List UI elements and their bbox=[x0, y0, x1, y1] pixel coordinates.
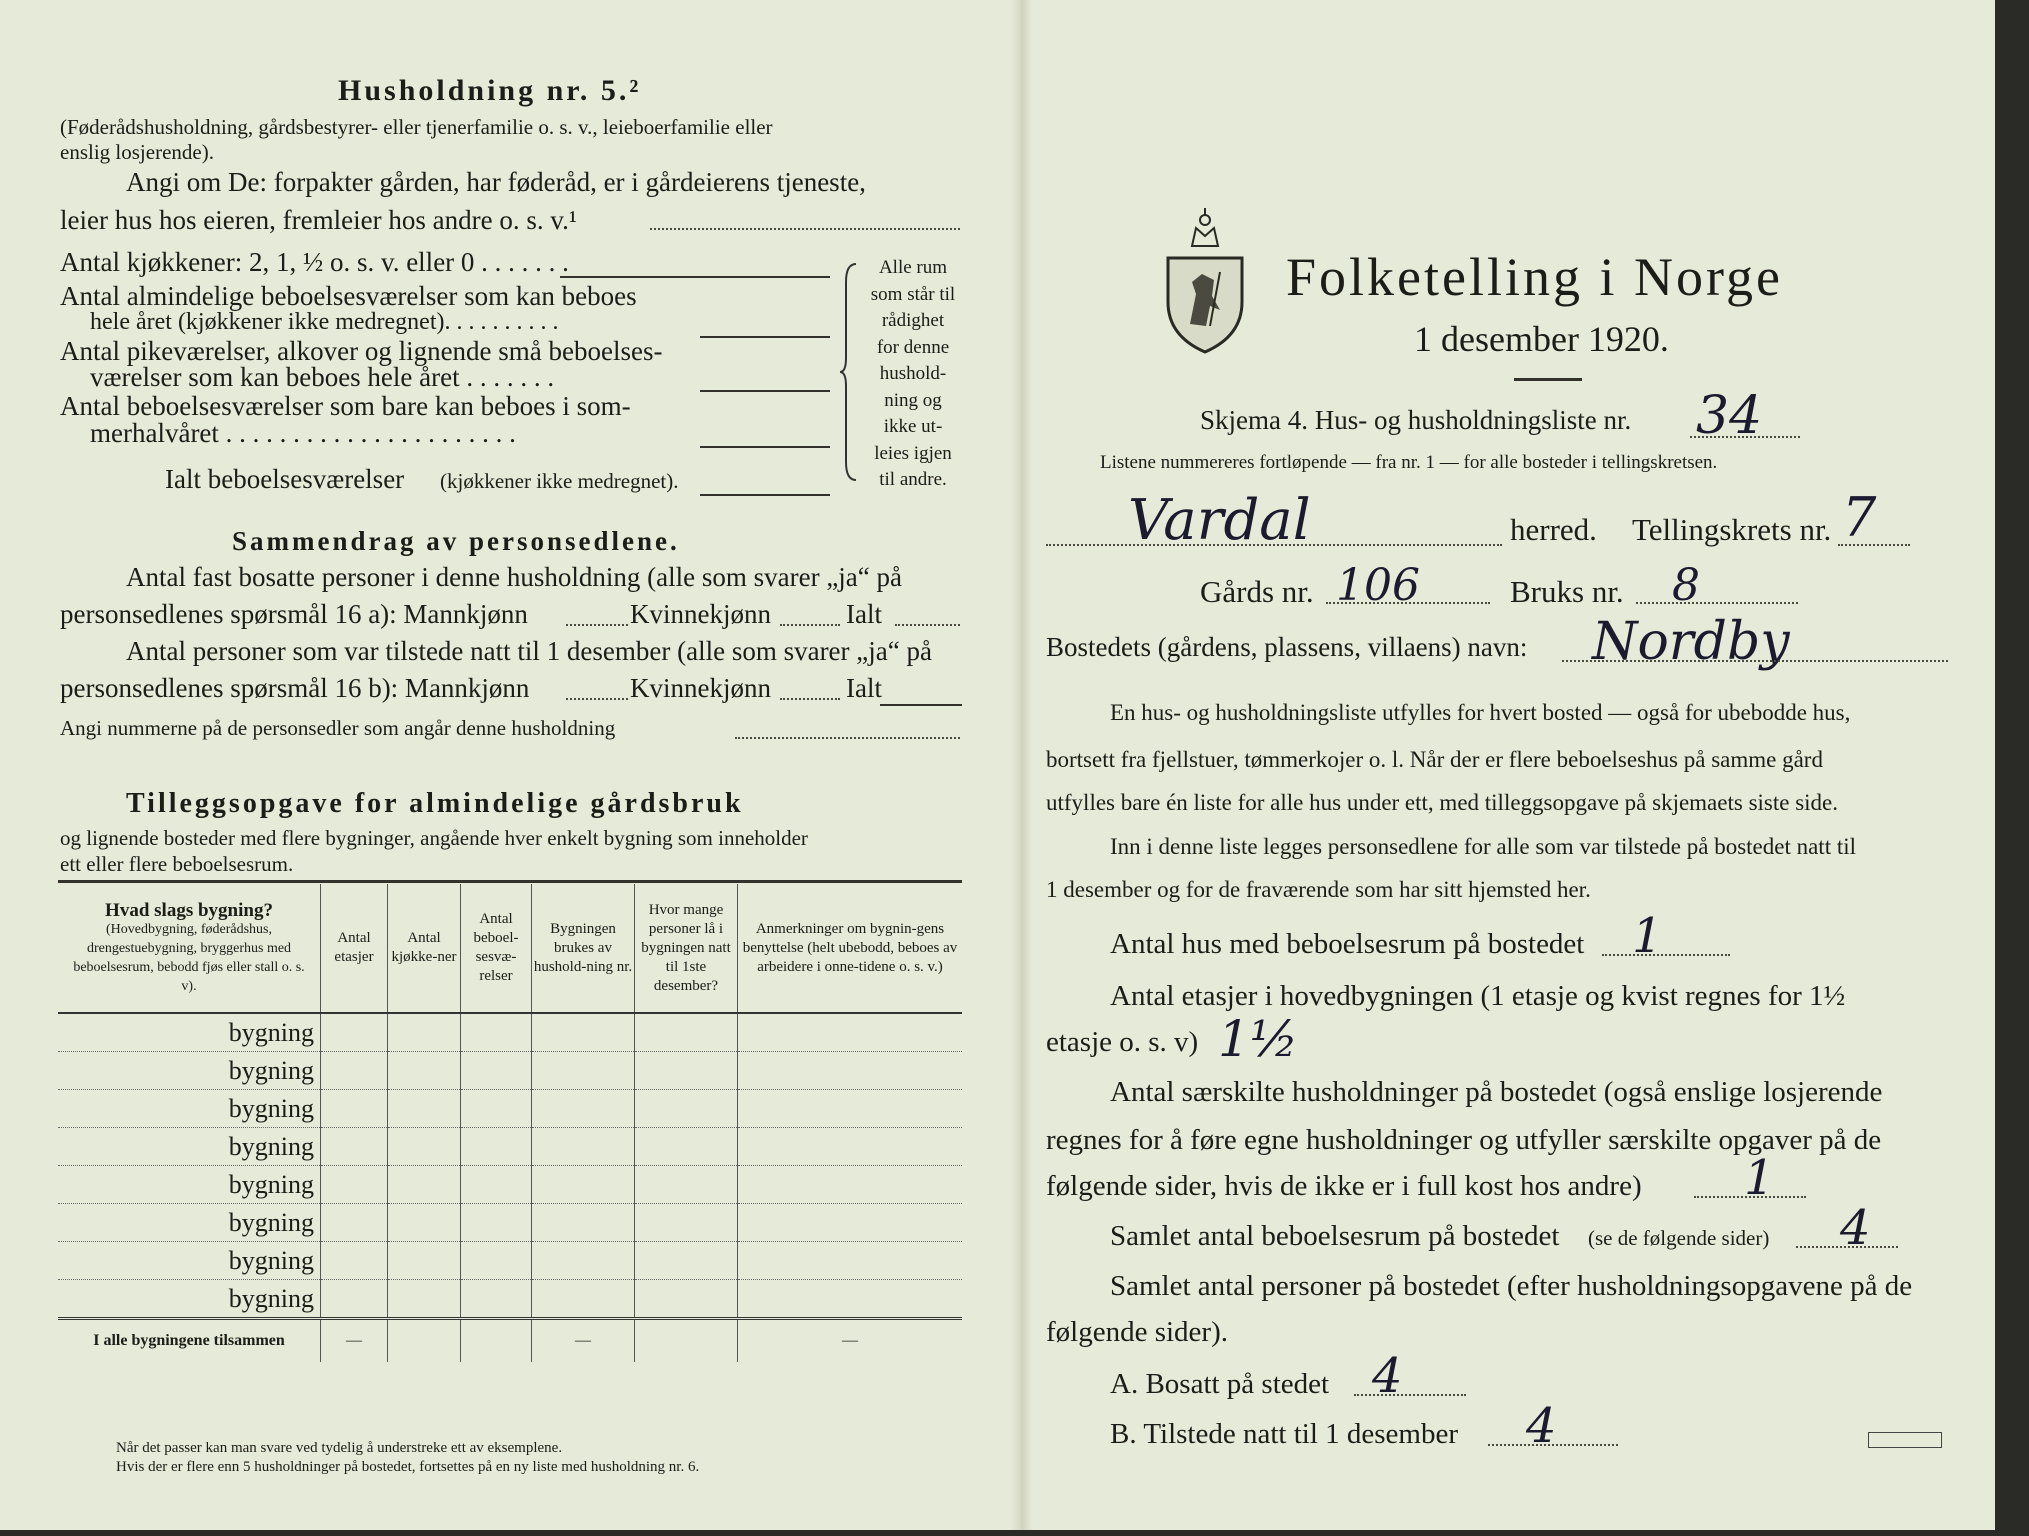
cell[interactable] bbox=[635, 1242, 738, 1280]
total-rooms[interactable] bbox=[461, 1319, 532, 1363]
q-persons-line2: følgende sider). bbox=[1046, 1316, 1228, 1348]
total-rooms-note: (kjøkkener ikke medregnet). bbox=[440, 469, 679, 493]
instr-p2-line2: 1 desember og for de fraværende som har sitt hjemsted her. bbox=[1046, 877, 1591, 902]
district-value[interactable]: 7 bbox=[1842, 486, 1877, 549]
cell[interactable] bbox=[635, 1090, 738, 1128]
cell[interactable] bbox=[321, 1280, 388, 1319]
q-houses-label: Antal hus med beboelsesrum på bostedet bbox=[1110, 928, 1585, 960]
footnote-1: Når det passer kan man svare ved tydelig å understreke ett av eksemplene. bbox=[116, 1440, 563, 1456]
cell[interactable] bbox=[321, 1052, 388, 1090]
q-rooms-note: (se de følgende sider) bbox=[1588, 1226, 1770, 1250]
total-household: — bbox=[532, 1319, 635, 1363]
printer-stamp bbox=[1868, 1432, 1942, 1448]
cell[interactable] bbox=[738, 1280, 963, 1319]
census-title: Folketelling i Norge bbox=[1286, 247, 1783, 307]
col-building-type-sub: (Hovedbygning, føderådshus, drengestuebygning, bryggerhus med beboelsesrum, bebodd fjøs eller stall o. s. v). bbox=[73, 921, 305, 994]
cell[interactable] bbox=[738, 1013, 963, 1052]
residence-name-line bbox=[1562, 660, 1948, 662]
total-kitchens[interactable] bbox=[388, 1319, 461, 1363]
q-rooms-label: Samlet antal beboelsesrum på bostedet bbox=[1110, 1220, 1560, 1252]
building-cell[interactable]: bygning bbox=[58, 1204, 321, 1242]
district-line bbox=[1838, 544, 1910, 546]
farm-number-label: Gårds nr. bbox=[1200, 574, 1314, 609]
kitchens-answer-line[interactable] bbox=[560, 276, 830, 278]
total-floors: — bbox=[321, 1319, 388, 1363]
kitchens-label: Antal kjøkkener: 2, 1, ½ o. s. v. eller 0 . . . . . . . bbox=[60, 247, 569, 277]
cell[interactable] bbox=[635, 1166, 738, 1204]
resident-male-field[interactable] bbox=[566, 624, 628, 626]
q-floors-line1: Antal etasjer i hovedbygningen (1 etasje og kvist regnes for 1½ bbox=[1110, 980, 1846, 1012]
building-cell[interactable]: bygning bbox=[58, 1052, 321, 1090]
cell[interactable] bbox=[388, 1166, 461, 1204]
cell[interactable] bbox=[738, 1052, 963, 1090]
census-date: 1 desember 1920. bbox=[1414, 319, 1669, 359]
use-number-label: Bruks nr. bbox=[1510, 574, 1624, 609]
building-cell[interactable]: bygning bbox=[58, 1280, 321, 1319]
cell[interactable] bbox=[532, 1128, 635, 1166]
q-floors-line2: etasje o. s. v) bbox=[1046, 1026, 1199, 1058]
cell[interactable] bbox=[635, 1013, 738, 1052]
col-household-no: Bygningen brukes av hushold-ning nr. bbox=[532, 884, 635, 1013]
numbering-note: Listene nummereres fortløpende — fra nr. 1 — for alle bosteder i tellingskretsen. bbox=[1100, 452, 1718, 473]
present-male-field[interactable] bbox=[566, 698, 628, 700]
table-row bbox=[58, 1242, 962, 1280]
q-households-line3: følgende sider, hvis de ikke er i full kost hos andre) bbox=[1046, 1170, 1642, 1202]
cell[interactable] bbox=[532, 1090, 635, 1128]
table-row bbox=[58, 1166, 962, 1204]
q-floors-value[interactable]: 1½ bbox=[1218, 1010, 1299, 1068]
cell[interactable] bbox=[738, 1204, 963, 1242]
building-cell[interactable]: bygning bbox=[58, 1090, 321, 1128]
col-building-type bbox=[58, 884, 321, 1013]
cell[interactable] bbox=[461, 1013, 532, 1052]
cell[interactable] bbox=[532, 1013, 635, 1052]
building-cell[interactable]: bygning bbox=[58, 1013, 321, 1052]
present-female-label: Kvinnekjønn bbox=[630, 673, 771, 703]
list-number-value[interactable]: 34 bbox=[1696, 386, 1763, 446]
cell[interactable] bbox=[532, 1204, 635, 1242]
summer-rooms-line1: Antal beboelsesværelser som bare kan beboes i som- bbox=[60, 391, 631, 421]
col-rooms: Antal beboel-sesvæ-relser bbox=[461, 884, 532, 1013]
ordinary-rooms-line2: hele året (kjøkkener ikke medregnet). . . . . . . . . . bbox=[90, 309, 559, 335]
cell[interactable] bbox=[321, 1090, 388, 1128]
resident-total-label: Ialt bbox=[846, 599, 882, 629]
cell[interactable] bbox=[388, 1204, 461, 1242]
summer-rooms-line2: merhalvåret . . . . . . . . . . . . . . . . . . . . . . bbox=[90, 418, 516, 448]
herred-label: herred. bbox=[1510, 512, 1597, 547]
q-houses-value[interactable]: 1 bbox=[1632, 908, 1663, 964]
schema-label: Skjema 4. Hus- og husholdningsliste nr. bbox=[1200, 405, 1632, 435]
footnote-2: Hvis der er flere enn 5 husholdninger på bostedet, fortsettes på en ny liste med husholdning nr. 6. bbox=[116, 1459, 700, 1475]
table-top-rule bbox=[58, 880, 962, 883]
summer-rooms-answer-line[interactable] bbox=[700, 446, 830, 448]
cell[interactable] bbox=[738, 1128, 963, 1166]
maid-rooms-line2: værelser som kan beboes hele året . . . . . . . bbox=[90, 362, 555, 392]
brace-note-line: ning og bbox=[884, 389, 942, 411]
table-row bbox=[58, 1280, 962, 1319]
q-persons-line1: Samlet antal personer på bostedet (efter husholdningsopgavene på de bbox=[1110, 1270, 1913, 1302]
residence-name-label: Bostedets (gårdens, plassens, villaens) navn: bbox=[1046, 632, 1528, 662]
col-remarks: Anmerkninger om bygnin-gens benyttelse (helt ubebodd, beboes av arbeidere i onne-tidene o. s. v.) bbox=[738, 884, 963, 1013]
q-present-value[interactable]: 4 bbox=[1526, 1398, 1557, 1454]
cell[interactable] bbox=[388, 1052, 461, 1090]
building-cell[interactable]: bygning bbox=[58, 1242, 321, 1280]
q-households-line1: Antal særskilte husholdninger på bostedet (også enslige losjerende bbox=[1110, 1076, 1883, 1108]
col-building-type-title: Hvad slags bygning? bbox=[105, 899, 273, 921]
brace-note-line: for denne bbox=[876, 336, 950, 358]
cell[interactable] bbox=[635, 1052, 738, 1090]
cell[interactable] bbox=[388, 1013, 461, 1052]
table-row bbox=[58, 1128, 962, 1166]
cell[interactable] bbox=[738, 1090, 963, 1128]
supplement-title: Tilleggsopgave for almindelige gårdsbruk bbox=[126, 788, 744, 819]
cell[interactable] bbox=[321, 1204, 388, 1242]
person-numbers-label: Angi nummerne på de personsedler som angår denne husholdning bbox=[60, 716, 616, 740]
q-rooms-line bbox=[1796, 1246, 1898, 1248]
cell[interactable] bbox=[532, 1280, 635, 1319]
page-fold bbox=[1010, 0, 1032, 1536]
present-total-label: Ialt bbox=[846, 673, 882, 703]
summary-present-line1: Antal personer som var tilstede natt til 1 desember (alle som svarer „ja“ på bbox=[126, 636, 932, 666]
q-households-line bbox=[1694, 1196, 1806, 1198]
q-resident-line bbox=[1354, 1394, 1466, 1396]
brace-note-line: rådighet bbox=[881, 310, 945, 331]
q-present-label: B. Tilstede natt til 1 desember bbox=[1110, 1418, 1458, 1450]
maid-rooms-line1: Antal pikeværelser, alkover og lignende små beboelses- bbox=[60, 336, 663, 366]
table-row bbox=[58, 1204, 962, 1242]
household-intro-line1: (Føderådshusholdning, gårdsbestyrer- eller tjenerfamilie o. s. v., leieboerfamilie eller bbox=[60, 115, 773, 139]
angi-answer-line[interactable] bbox=[650, 228, 960, 230]
cell[interactable] bbox=[532, 1052, 635, 1090]
maid-rooms-answer-line[interactable] bbox=[700, 390, 830, 392]
total-persons[interactable] bbox=[635, 1319, 738, 1363]
resident-female-label: Kvinnekjønn bbox=[630, 599, 771, 629]
ordinary-rooms-answer-line[interactable] bbox=[700, 336, 830, 338]
summary-resident-line2: personsedlenes spørsmål 16 a): Mannkjønn bbox=[60, 599, 528, 629]
cell[interactable] bbox=[388, 1128, 461, 1166]
summary-present-line2: personsedlenes spørsmål 16 b): Mannkjønn bbox=[60, 673, 530, 703]
instr-p1-line1: En hus- og husholdningsliste utfylles for hvert bosted — også for ubebodde hus, bbox=[1110, 700, 1851, 725]
table-row bbox=[58, 1090, 962, 1128]
instr-p1-line3: utfylles bare én liste for alle hus under ett, med tilleggsopgave på skjemaets siste side. bbox=[1046, 790, 1839, 815]
summary-title: Sammendrag av personsedlene. bbox=[232, 526, 680, 556]
col-floors: Antal etasjer bbox=[321, 884, 388, 1013]
table-row bbox=[58, 1052, 962, 1090]
farm-number-value[interactable]: 106 bbox=[1336, 560, 1420, 611]
brace-note-line: ikke ut- bbox=[883, 416, 943, 437]
summary-resident-line1: Antal fast bosatte personer i denne husholdning (alle som svarer „ja“ på bbox=[126, 562, 902, 592]
use-number-line bbox=[1636, 602, 1798, 604]
building-table bbox=[58, 884, 962, 1362]
instr-p2-line1: Inn i denne liste legges personsedlene for alle som var tilstede på bostedet natt til bbox=[1110, 834, 1857, 859]
cell[interactable] bbox=[388, 1280, 461, 1319]
angi-line2: leier hus hos eieren, fremleier hos andre o. s. v.¹ bbox=[60, 205, 577, 235]
cell[interactable] bbox=[321, 1128, 388, 1166]
q-resident-value[interactable]: 4 bbox=[1372, 1348, 1403, 1404]
cell[interactable] bbox=[461, 1204, 532, 1242]
cell[interactable] bbox=[461, 1052, 532, 1090]
q-houses-line bbox=[1602, 954, 1730, 956]
title-divider bbox=[1514, 378, 1582, 381]
cell[interactable] bbox=[461, 1128, 532, 1166]
household-title: Husholdning nr. 5.² bbox=[338, 74, 642, 107]
brace-icon bbox=[840, 262, 860, 482]
supplement-line2: ett eller flere beboelsesrum. bbox=[60, 852, 294, 876]
cell[interactable] bbox=[321, 1166, 388, 1204]
q-resident-label: A. Bosatt på stedet bbox=[1110, 1368, 1330, 1400]
total-rooms-label: Ialt beboelsesværelser bbox=[165, 464, 405, 494]
brace-note-line: hushold- bbox=[879, 363, 947, 384]
cell[interactable] bbox=[461, 1242, 532, 1280]
cell[interactable] bbox=[461, 1090, 532, 1128]
cell[interactable] bbox=[738, 1166, 963, 1204]
supplement-line1: og lignende bosteder med flere bygninger, angående hver enkelt bygning som inneholder bbox=[60, 826, 808, 850]
present-total-field[interactable] bbox=[880, 704, 962, 706]
resident-total-field[interactable] bbox=[895, 624, 960, 626]
table-total-row bbox=[58, 1319, 962, 1363]
herred-value[interactable]: Vardal bbox=[1128, 488, 1311, 553]
q-households-line2: regnes for å føre egne husholdninger og utfyller særskilte opgaver på de bbox=[1046, 1124, 1882, 1156]
coat-of-arms-icon bbox=[1162, 206, 1248, 354]
brace-note-line: til andre. bbox=[879, 469, 947, 490]
cell[interactable] bbox=[388, 1090, 461, 1128]
cell[interactable] bbox=[461, 1280, 532, 1319]
brace-note bbox=[858, 255, 968, 494]
col-kitchens: Antal kjøkke-ner bbox=[388, 884, 461, 1013]
herred-line bbox=[1046, 544, 1502, 546]
cell[interactable] bbox=[532, 1166, 635, 1204]
q-rooms-value[interactable]: 4 bbox=[1840, 1200, 1871, 1256]
total-row-label: I alle bygningene tilsammen bbox=[58, 1319, 321, 1363]
cell[interactable] bbox=[321, 1242, 388, 1280]
table-row bbox=[58, 1013, 962, 1052]
q-present-line bbox=[1488, 1444, 1618, 1446]
residence-name-value[interactable]: Nordby bbox=[1592, 612, 1790, 672]
brace-note-line: som står til bbox=[870, 283, 956, 305]
person-numbers-field[interactable] bbox=[735, 737, 960, 739]
present-female-field[interactable] bbox=[780, 698, 840, 700]
instr-p1-line2: bortsett fra fjellstuer, tømmerkojer o. l. Når der er flere beboelseshus på samme gård bbox=[1046, 747, 1823, 772]
scan-edge-right bbox=[1995, 0, 2029, 1536]
col-persons: Hvor mange personer lå i bygningen natt til 1ste desember? bbox=[635, 884, 738, 1013]
cell[interactable] bbox=[461, 1166, 532, 1204]
building-cell[interactable]: bygning bbox=[58, 1128, 321, 1166]
cell[interactable] bbox=[388, 1242, 461, 1280]
q-households-value[interactable]: 1 bbox=[1744, 1150, 1775, 1206]
district-label: Tellingskrets nr. bbox=[1632, 512, 1832, 547]
total-rooms-answer-line[interactable] bbox=[700, 494, 830, 496]
total-remarks: — bbox=[738, 1319, 963, 1363]
cell[interactable] bbox=[635, 1280, 738, 1319]
list-number-line bbox=[1690, 436, 1800, 438]
cell[interactable] bbox=[321, 1013, 388, 1052]
brace-note-line: Alle rum bbox=[878, 257, 948, 278]
cell[interactable] bbox=[635, 1204, 738, 1242]
scan-edge-bottom bbox=[0, 1530, 2029, 1536]
angi-line1: Angi om De: forpakter gården, har føderåd, er i gårdeierens tjeneste, bbox=[126, 167, 866, 197]
brace-note-line: leies igjen bbox=[874, 442, 952, 464]
farm-number-line bbox=[1326, 602, 1490, 604]
cell[interactable] bbox=[532, 1242, 635, 1280]
cell[interactable] bbox=[635, 1128, 738, 1166]
use-number-value[interactable]: 8 bbox=[1672, 560, 1700, 611]
ordinary-rooms-line1: Antal almindelige beboelsesværelser som kan beboes bbox=[60, 281, 637, 311]
building-cell[interactable]: bygning bbox=[58, 1166, 321, 1204]
household-intro-line2: enslig losjerende). bbox=[60, 140, 214, 164]
resident-female-field[interactable] bbox=[780, 624, 840, 626]
cell[interactable] bbox=[738, 1242, 963, 1280]
